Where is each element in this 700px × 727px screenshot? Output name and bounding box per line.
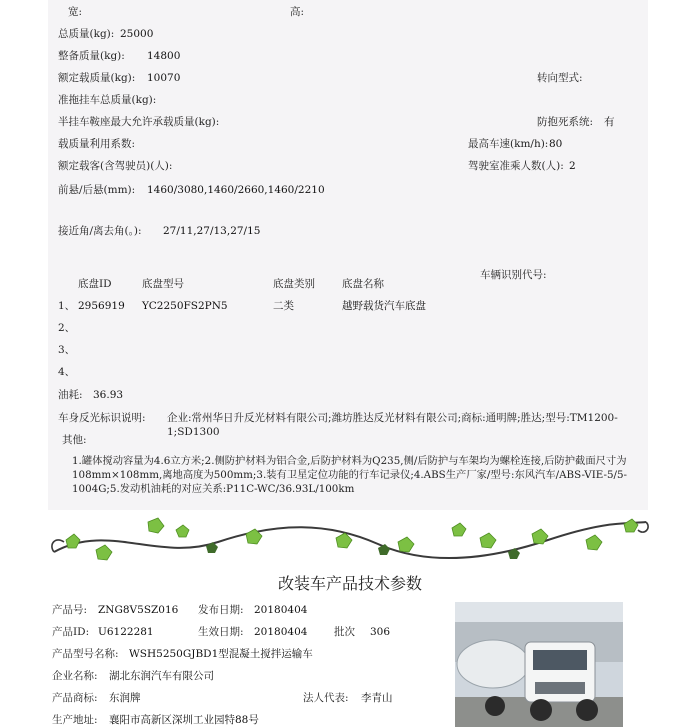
section-title: 改装车产品技术参数	[277, 574, 422, 593]
angle-label: 接近角/离去角(。):	[58, 225, 142, 237]
fuel-label: 油耗:	[58, 389, 83, 401]
address-value: 襄阳市高新区深圳工业园特88号	[109, 714, 259, 726]
chassis-col-id: 底盘ID	[78, 278, 112, 290]
saddle-mass-label: 半挂车鞍座最大允许承载质量(kg):	[58, 116, 220, 128]
notes-text: 1.罐体搅动容量为4.6立方米;2.侧防护材料为铝合金,后防护材料为Q235,侧/后防护与车架均为螺栓连接,后防护截面尺寸为108mm×108mm,离地高度为500mm;3.装有卫星定位功能的行车记录仪;4.ABS生产厂家/型号:东风汽车/ABS-VIE-5/5-1004G;5.发动机油耗的对应关系:P11C-WC/36.93L/100km	[72, 455, 628, 495]
ivy-leaf-icon	[452, 523, 466, 536]
steering-label: 转向型式:	[537, 72, 583, 84]
chassis-col-class: 底盘类别	[273, 278, 315, 290]
wheel	[485, 696, 505, 716]
height-label: 高:	[290, 6, 305, 18]
chassis-row-no: 2、	[58, 322, 76, 334]
ivy-leaf-dark-icon	[206, 542, 218, 553]
chassis-row-name: 越野载货汽车底盘	[342, 300, 426, 312]
angle-value: 27/11,27/13,27/15	[163, 225, 261, 237]
width-label: 宽:	[68, 6, 83, 18]
product-id-label: 产品ID:	[52, 626, 90, 638]
chassis-row-model: YC2250FS2PN5	[142, 300, 228, 312]
model-name-label: 产品型号名称:	[52, 648, 119, 660]
effective-date-value: 20180404	[254, 626, 308, 638]
mixer-drum	[457, 640, 529, 688]
chassis-col-name: 底盘名称	[342, 278, 384, 290]
reflect-label: 车身反光标识说明:	[58, 412, 146, 424]
company-label: 企业名称:	[52, 670, 98, 682]
truck-photo	[455, 602, 623, 727]
model-name-value: WSH5250GJBD1型混凝土搅拌运输车	[129, 648, 313, 660]
trailer-mass-label: 准拖挂车总质量(kg):	[58, 94, 157, 106]
curb-mass-value: 14800	[147, 50, 181, 62]
max-speed-value: 80	[549, 138, 563, 150]
chassis-row-class: 二类	[273, 300, 294, 312]
windshield	[533, 650, 587, 670]
max-speed-label: 最高车速(km/h):	[468, 138, 549, 150]
brand-label: 产品商标:	[52, 692, 98, 704]
cab-value: 2	[569, 160, 576, 172]
batch-label: 批次	[334, 626, 355, 638]
other-label: 其他:	[62, 434, 87, 446]
ivy-leaf-icon	[336, 533, 352, 548]
cab-label: 驾驶室准乘人数(人):	[468, 160, 564, 172]
chassis-row-id: 2956919	[78, 300, 125, 312]
total-mass-value: 25000	[120, 28, 154, 40]
rated-load-label: 额定载质量(kg):	[58, 72, 136, 84]
address-label: 生产地址:	[52, 714, 98, 726]
chassis-row-no: 4、	[58, 366, 76, 378]
abs-label: 防抱死系统:	[537, 116, 594, 128]
release-date-value: 20180404	[254, 604, 308, 616]
ivy-leaf-icon	[398, 537, 414, 552]
rated-load-value: 10070	[147, 72, 181, 84]
ivy-leaf-icon	[586, 535, 602, 550]
vin-label: 车辆识别代号:	[480, 269, 547, 281]
legal-rep-value: 李青山	[361, 692, 393, 704]
batch-value: 306	[370, 626, 391, 638]
ivy-leaf-icon	[96, 545, 112, 560]
chassis-row-no: 3、	[58, 344, 76, 356]
ivy-leaf-icon	[624, 519, 638, 532]
chassis-col-model: 底盘型号	[142, 278, 184, 290]
utilization-label: 载质量利用系数:	[58, 138, 136, 150]
fuel-value: 36.93	[93, 389, 124, 401]
product-no-value: ZNG8V5SZ016	[98, 604, 179, 616]
overhang-label: 前悬/后悬(mm):	[58, 184, 136, 196]
effective-date-label: 生效日期:	[198, 626, 244, 638]
vine-divider	[48, 512, 652, 564]
wheel	[530, 699, 552, 721]
product-id-value: U6122281	[98, 626, 154, 638]
wheel	[576, 699, 598, 721]
brand-value: 东润牌	[109, 692, 141, 704]
reflect-value: 企业:常州华日升反光材料有限公司;潍坊胜达反光材料有限公司;商标:通明牌;胜达;型号:TM1200-1;SD1300	[167, 412, 618, 438]
ivy-leaf-icon	[480, 533, 496, 548]
total-mass-label: 总质量(kg):	[58, 28, 115, 40]
overhang-value: 1460/3080,1460/2660,1460/2210	[147, 184, 325, 196]
release-date-label: 发布日期:	[198, 604, 244, 616]
product-no-label: 产品号:	[52, 604, 88, 616]
legal-rep-label: 法人代表:	[303, 692, 349, 704]
chassis-row-no: 1、	[58, 300, 76, 312]
ivy-leaf-icon	[148, 518, 164, 533]
curb-mass-label: 整备质量(kg):	[58, 50, 125, 62]
abs-value: 有	[604, 116, 615, 128]
company-value: 湖北东润汽车有限公司	[109, 670, 214, 682]
passengers-label: 额定载客(含驾驶员)(人):	[58, 160, 173, 172]
ivy-leaf-icon	[66, 534, 80, 548]
vine-curl-right	[638, 522, 648, 532]
ivy-leaf-icon	[176, 525, 189, 537]
grille	[535, 682, 585, 694]
